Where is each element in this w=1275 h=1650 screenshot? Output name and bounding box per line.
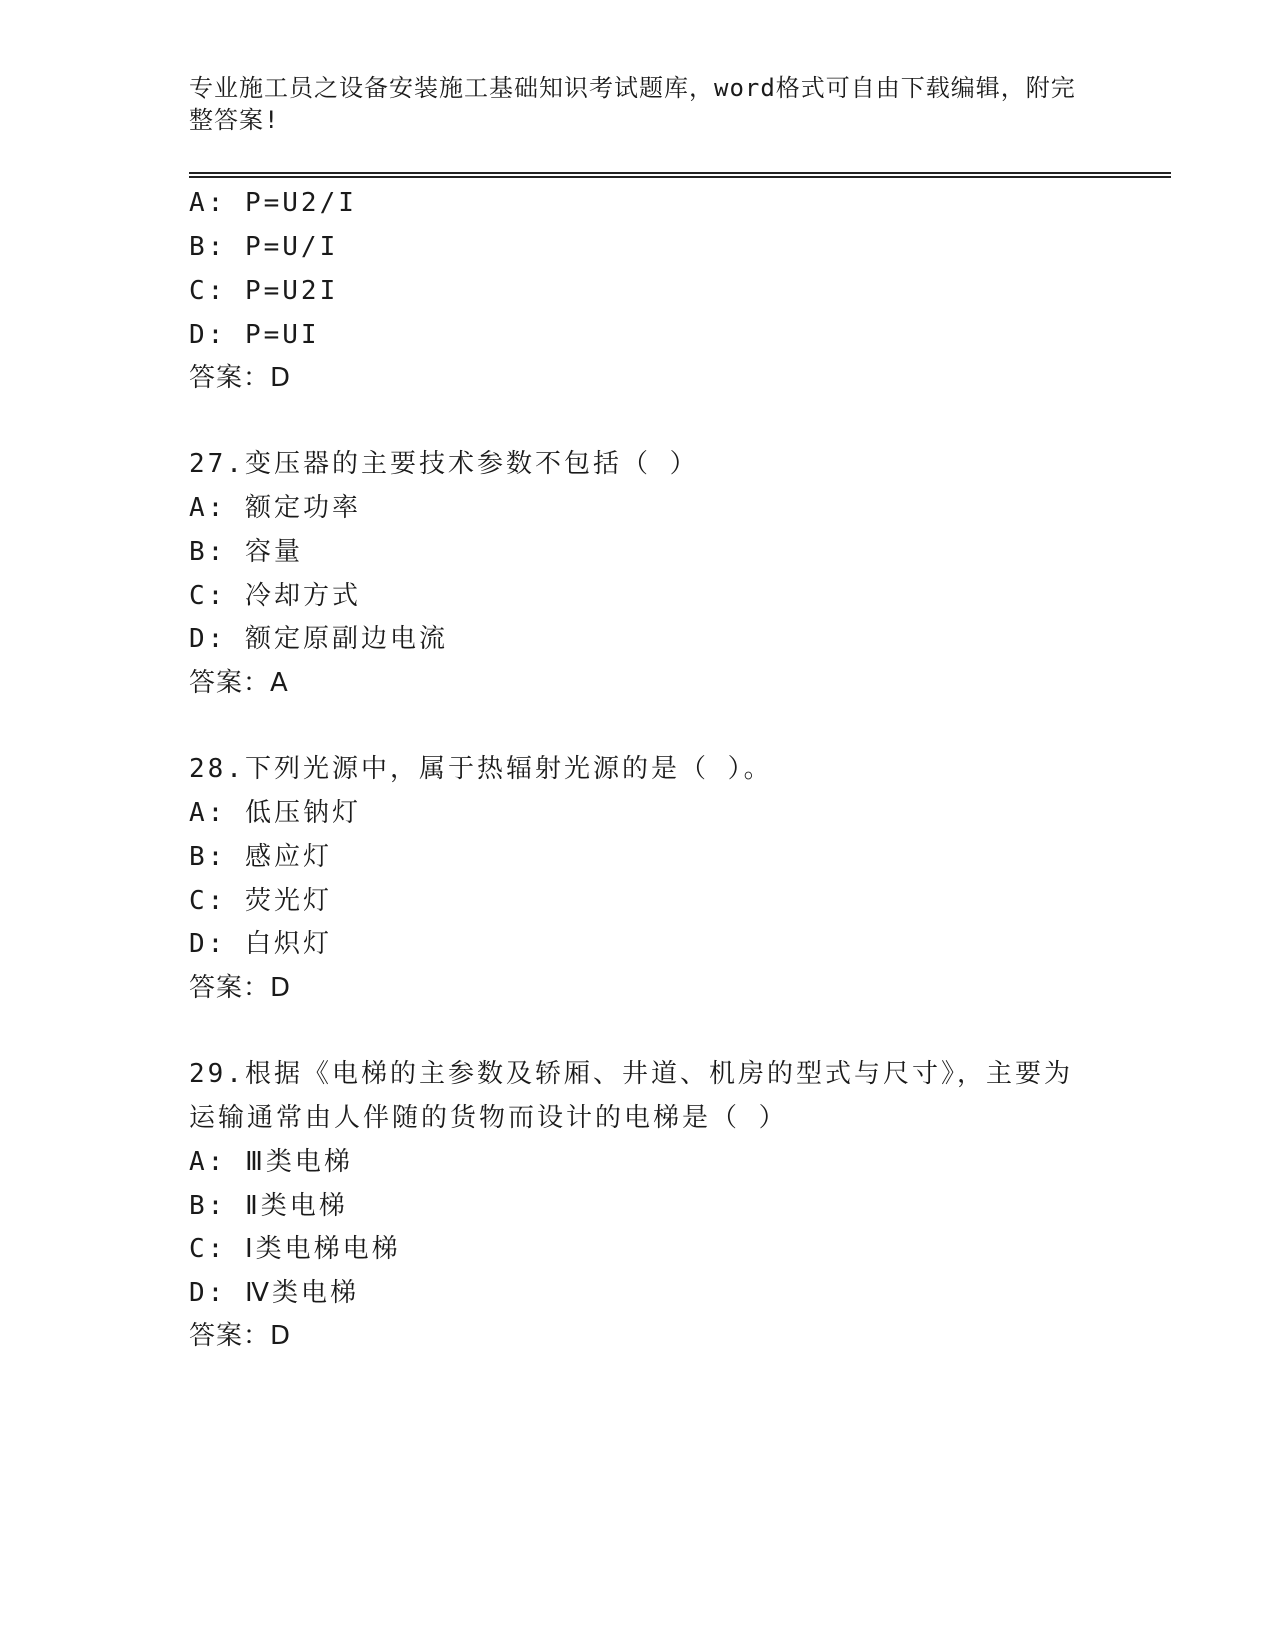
q29-option-d: D: Ⅳ类电梯 bbox=[189, 1278, 359, 1308]
q29-option-c: C: Ⅰ类电梯电梯 bbox=[189, 1234, 401, 1264]
header-divider-top bbox=[189, 172, 1171, 174]
q29-option-a: A: Ⅲ类电梯 bbox=[189, 1147, 353, 1177]
q26-option-d: D: P=UI bbox=[189, 320, 320, 350]
q29-question-line1: 29.根据《电梯的主参数及轿厢、井道、机房的型式与尺寸》，主要为 bbox=[189, 1059, 1073, 1089]
q28-option-b: B: 感应灯 bbox=[189, 842, 332, 872]
q27-answer: 答案：A bbox=[189, 668, 289, 698]
q27-question: 27.变压器的主要技术参数不包括（ ） bbox=[189, 449, 699, 479]
q28-option-c: C: 荧光灯 bbox=[189, 886, 332, 916]
q28-answer: 答案：D bbox=[189, 973, 292, 1003]
q27-option-a: A: 额定功率 bbox=[189, 493, 361, 523]
q29-option-b: B: Ⅱ类电梯 bbox=[189, 1191, 348, 1221]
q28-option-d: D: 白炽灯 bbox=[189, 929, 332, 959]
document-header: 专业施工员之设备安装施工基础知识考试题库，word格式可自由下载编辑，附完整答案! bbox=[189, 74, 1076, 134]
q27-option-b: B: 容量 bbox=[189, 537, 303, 567]
q28-question: 28.下列光源中，属于热辐射光源的是（ ）。 bbox=[189, 754, 773, 784]
q28-option-a: A: 低压钠灯 bbox=[189, 798, 361, 828]
q29-answer: 答案：D bbox=[189, 1321, 292, 1351]
q27-option-c: C: 冷却方式 bbox=[189, 581, 361, 611]
q26-option-a: A: P=U2/I bbox=[189, 188, 357, 218]
q26-answer: 答案：D bbox=[189, 363, 292, 393]
q26-option-b: B: P=U/I bbox=[189, 232, 339, 262]
q27-option-d: D: 额定原副边电流 bbox=[189, 624, 448, 654]
q26-option-c: C: P=U2I bbox=[189, 276, 339, 306]
header-divider-bottom bbox=[189, 176, 1171, 178]
q29-question-line2: 运输通常由人伴随的货物而设计的电梯是（ ） bbox=[189, 1103, 788, 1133]
